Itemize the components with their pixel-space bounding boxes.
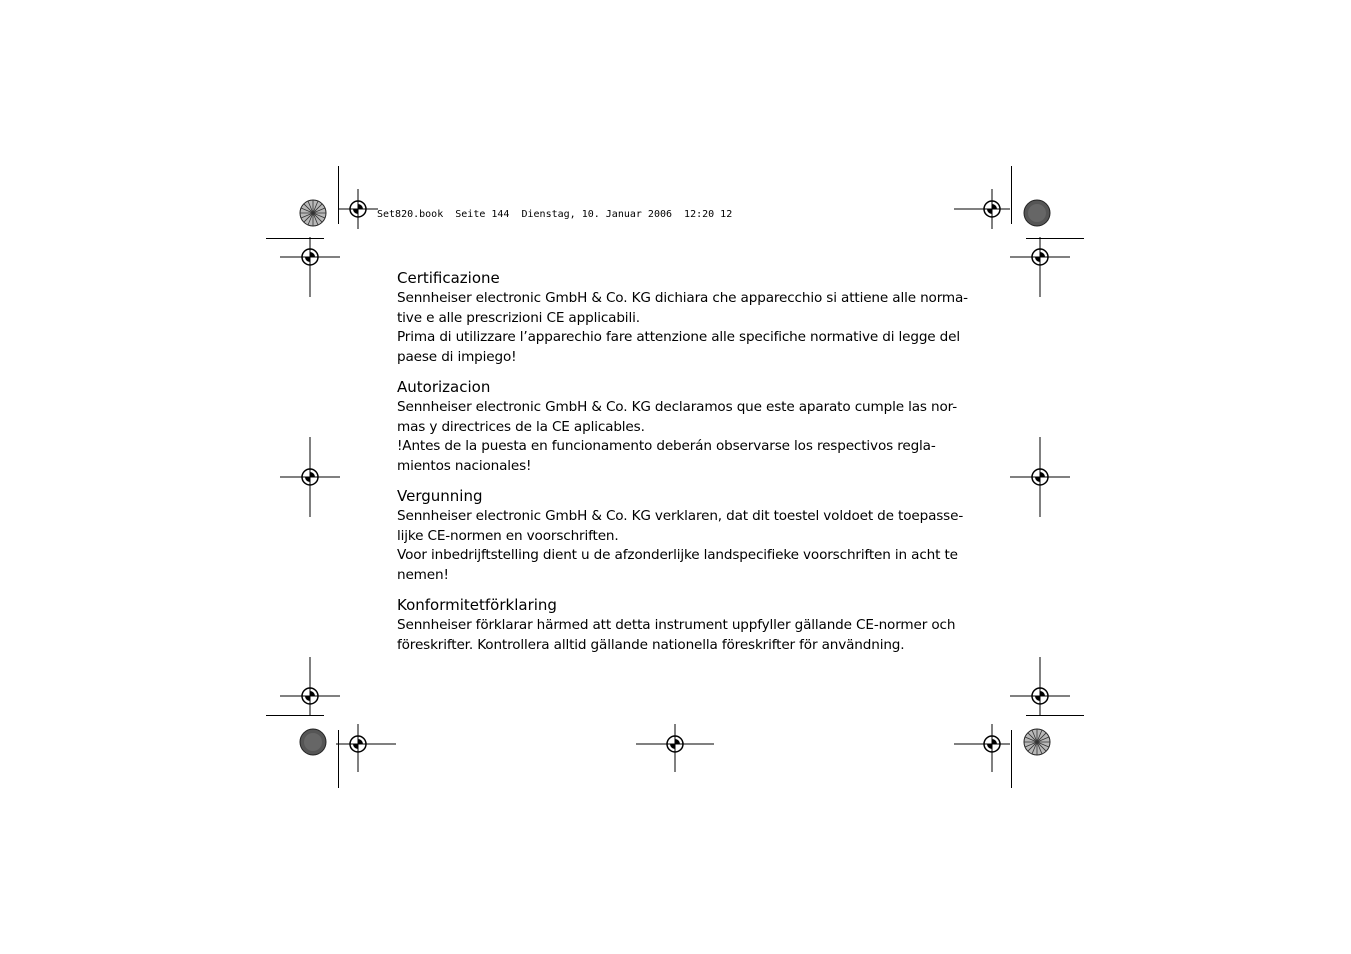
section-konformitetforklaring <box>397 595 969 655</box>
print-slug: Set820.book Seite 144 Dienstag, 10. Januar 2006 12:20 12 <box>377 209 733 220</box>
text-line: Prima di utilizzare l’apparechio fare attenzione alle specifiche normative di legge del <box>397 329 961 345</box>
registration-mark-icon <box>1010 237 1070 297</box>
registration-mark-icon <box>1010 437 1070 517</box>
text-line: mientos nacionales! <box>397 457 532 474</box>
text-line: Voor inbedrijftstelling dient u de afzonderlijke landspecifieke voorschriften in acht te <box>397 547 958 563</box>
text-line: Sennheiser förklarar härmed att detta instrument uppfyller gällande CE-normer och <box>397 617 956 633</box>
text-line: Sennheiser electronic GmbH & Co. KG dichiara che apparecchio si attiene alle norma- <box>397 290 968 306</box>
text-line: föreskrifter. Kontrollera alltid gällande nationella föreskrifter för användning. <box>397 636 905 653</box>
document-body <box>397 268 969 665</box>
text-line: paese di impiego! <box>397 348 517 365</box>
density-target-icon <box>299 728 327 756</box>
star-target-icon <box>1023 728 1051 756</box>
registration-mark-icon <box>952 724 1012 774</box>
registration-mark-icon <box>280 437 340 517</box>
text-line: tive e alle prescrizioni CE applicabili. <box>397 309 640 326</box>
registration-mark-icon <box>1010 657 1070 717</box>
section-heading: Certificazione <box>397 269 500 287</box>
registration-mark-icon <box>636 724 716 774</box>
text-line: mas y directrices de la CE aplicables. <box>397 418 645 435</box>
section-heading: Autorizacion <box>397 378 491 396</box>
text-line: lijke CE-normen en voorschriften. <box>397 527 619 544</box>
registration-mark-icon <box>952 189 1012 229</box>
density-target-icon <box>1023 199 1051 227</box>
text-line: nemen! <box>397 566 449 583</box>
section-heading: Vergunning <box>397 487 483 505</box>
registration-mark-icon <box>336 724 398 774</box>
text-line: !Antes de la puesta en funcionamento deberán observarse los respectivos regla- <box>397 438 936 454</box>
registration-mark-icon <box>280 657 340 717</box>
section-certificazione <box>397 268 969 367</box>
registration-mark-icon <box>280 237 340 297</box>
section-vergunning <box>397 486 969 585</box>
registration-mark-icon <box>336 189 380 229</box>
section-heading: Konformitetförklaring <box>397 596 557 614</box>
text-line: Sennheiser electronic GmbH & Co. KG declaramos que este aparato cumple las nor- <box>397 399 957 415</box>
text-line: Sennheiser electronic GmbH & Co. KG verklaren, dat dit toestel voldoet de toepasse- <box>397 508 964 524</box>
section-autorizacion <box>397 377 969 476</box>
star-target-icon <box>299 199 327 227</box>
